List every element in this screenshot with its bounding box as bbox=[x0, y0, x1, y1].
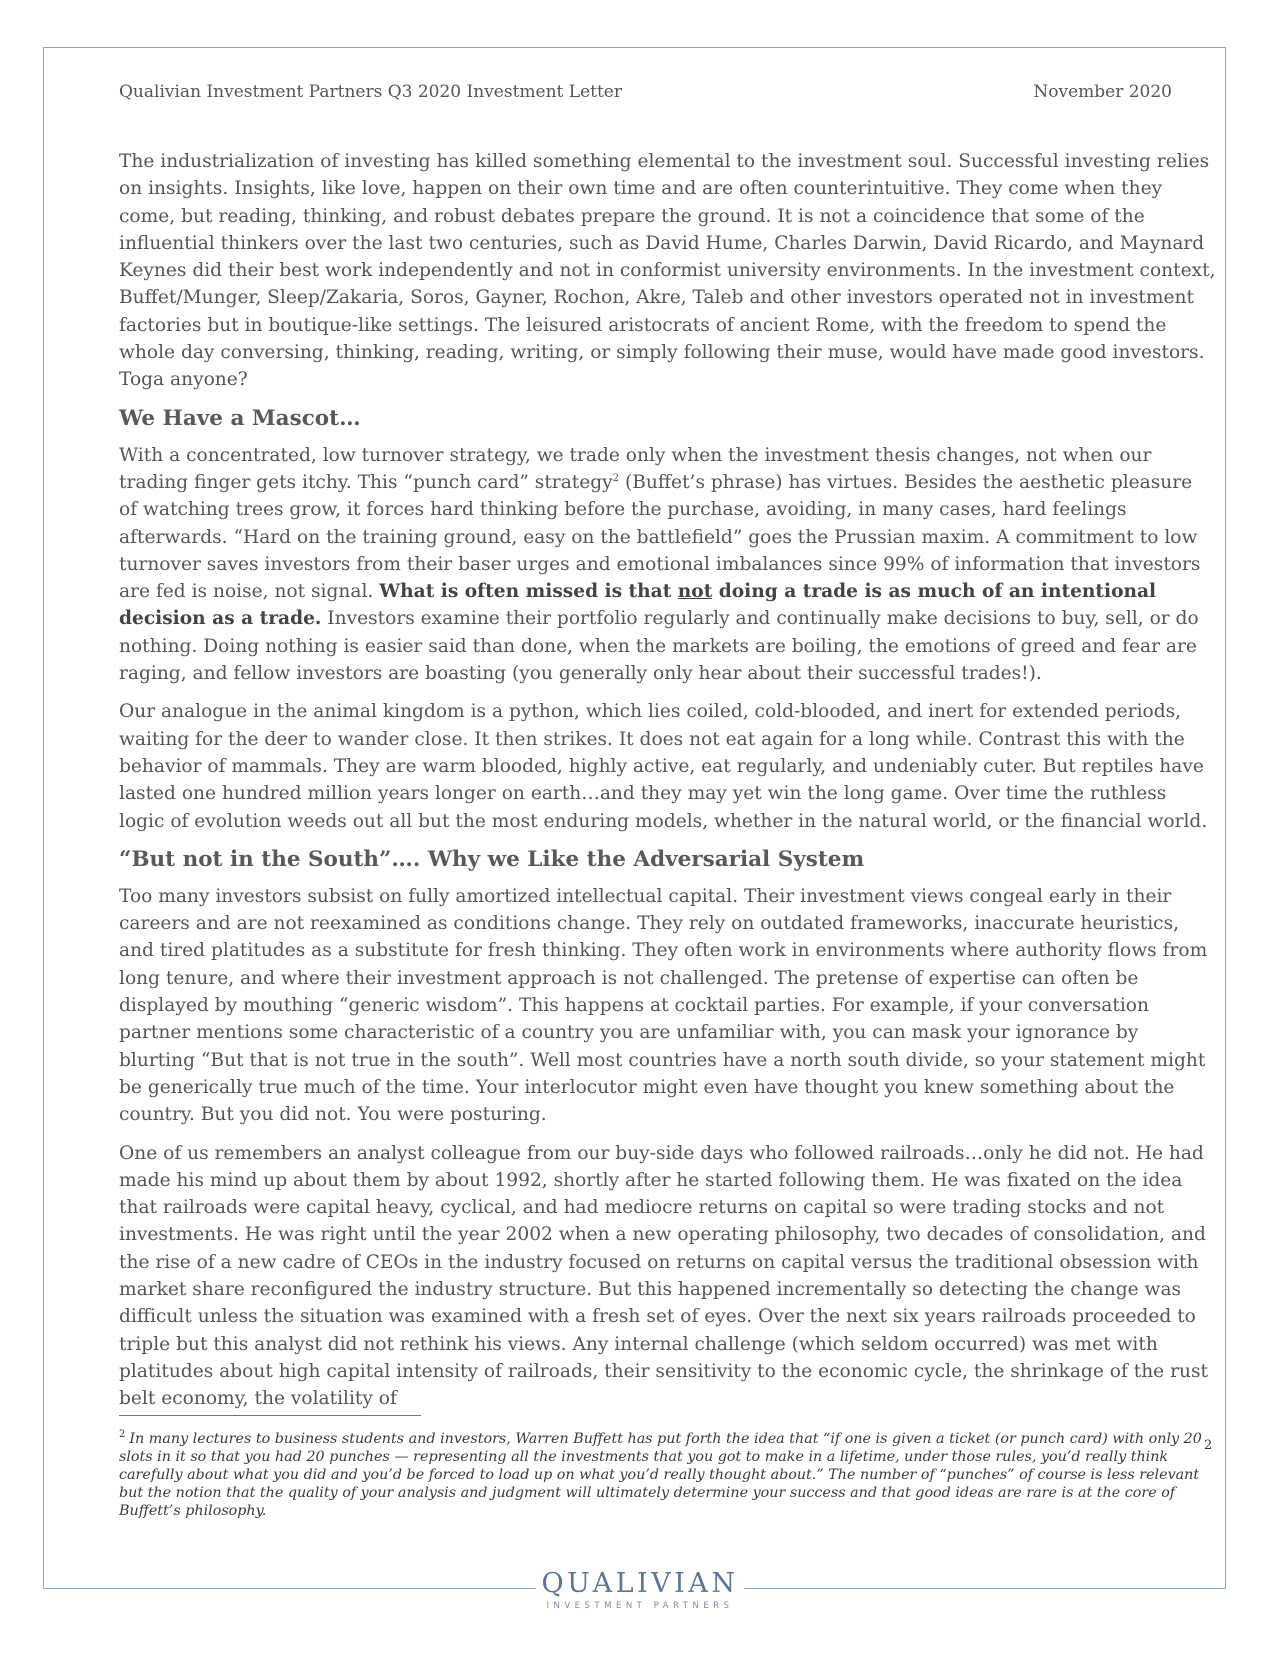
text-run: What is often missed is that bbox=[379, 581, 678, 603]
brand-row bbox=[0, 1568, 1280, 1599]
text-run: (Buffet’s phrase) has virtues. Besides the aesthetic pleasure of watching trees grow, it forces hard thinking before the purchase, avoiding, in many cases, hard feelings afterwards. “Hard on the training ground, easy on the battlefield” goes the Prussian maxim. A commitment to low turnover saves investors from their baser urges and emotional imbalances since 99% of information that investors are fed is noise, not signal. bbox=[119, 471, 1201, 603]
brand-name: QUALIVIAN bbox=[536, 1568, 745, 1599]
brand-logo bbox=[0, 1568, 1280, 1611]
header-title: Qualivian Investment Partners Q3 2020 Investment Letter bbox=[119, 82, 622, 102]
mascot-paragraph-1 bbox=[119, 442, 1216, 688]
footnote-separator bbox=[119, 1415, 421, 1416]
footnote-reference[interactable]: 2 bbox=[612, 472, 620, 484]
page-number: 2 bbox=[1204, 1438, 1213, 1453]
mascot-paragraph-2: Our analogue in the animal kingdom is a python, which lies coiled, cold-blooded, and inert for extended periods, waiting for the deer to wander close. It then strikes. It does not eat again for a long while. Contrast this with the behavior of mammals. They are warm blooded, highly active, eat regularly, and undeniably cuter. But reptiles have lasted one hundred million years longer on earth…and they may yet win the long game. Over time the ruthless logic of evolution weeds out all but the most enduring models, whether in the natural world, or the financial world. bbox=[119, 701, 1208, 832]
underlined-word: not bbox=[677, 581, 713, 603]
header-date: November 2020 bbox=[1033, 82, 1172, 102]
footnote-text: In many lectures to business students and investors, Warren Buffett has put forth the idea that “if one is given a ticket (or punch card) with only 20 slots in it so that you had 20 punches — representing all the investments that you got to make in a lifetime, under those rules, you’d really think carefully about what you did and you’d be forced to load up on what you’d really thought about.” The number of “punches” of course is less relevant but the notion that the quality of your analysis and judgment will ultimately determine your success and that good ideas are rare is at the core of Buffett’s philosophy. bbox=[119, 1431, 1202, 1519]
adversarial-paragraph-2: One of us remembers an analyst colleague from our buy-side days who followed railroads…only he did not. He had made his mind up about them by about 1992, shortly after he started following them. He was fixated on the idea that railroads were capital heavy, cyclical, and had mediocre returns on capital so were trading stocks and not investments. He was right until the year 2002 when a new operating philosophy, two decades of consolidation, and the rise of a new cadre of CEOs in the industry focused on returns on capital versus the traditional obsession with market share reconfigured the industry structure. But this happened incrementally so detecting the change was difficult unless the situation was examined with a fresh set of eyes. Over the next six years railroads proceeded to triple but this analyst did not rethink his views. Any internal challenge (which seldom occurred) was met with platitudes about high capital intensity of railroads, their sensitivity to the economic cycle, the shrinkage of the rust belt economy, the volatility of bbox=[119, 1142, 1208, 1410]
section-heading-adversarial: “But not in the South”…. Why we Like the Adversarial System bbox=[119, 846, 865, 872]
text-run: doing a trade is as much of an intentional decision as a trade. bbox=[119, 581, 1157, 630]
adversarial-paragraph-1: Too many investors subsist on fully amortized intellectual capital. Their investment views congeal early in their careers and are not reexamined as conditions change. They rely on outdated frameworks, inaccurate heuristics, and tired platitudes as a substitute for fresh thinking. They often work in environments where authority flows from long tenure, and where their investment approach is not challenged. The pretense of expertise can often be displayed by mouthing “generic wisdom”. This happens at cocktail parties. For example, if your conversation partner mentions some characteristic of a country you are unfamiliar with, you can mask your ignorance by blurting “But that is not true in the south”. Well most countries have a north south divide, so your statement might be generically true much of the time. Your interlocutor might even have thought you knew something about the country. But you did not. You were posturing. bbox=[119, 885, 1208, 1126]
footnote bbox=[119, 1430, 1209, 1520]
footnote-marker: 2 bbox=[119, 1429, 126, 1441]
text-run: With a concentrated, low turnover strategy, we trade only when the investment thesis changes, not when our trading finger gets itchy. This “punch card” strategy bbox=[119, 444, 1152, 493]
brand-tagline: INVESTMENT PARTNERS bbox=[546, 1601, 734, 1611]
section-heading-mascot: We Have a Mascot… bbox=[119, 405, 361, 431]
intro-paragraph: The industrialization of investing has killed something elemental to the investment soul. Successful investing relies on insights. Insights, like love, happen on their own time and are often counterintuitive. They come when they come, but reading, thinking, and robust debates prepare the ground. It is not a coincidence that some of the influential thinkers over the last two centuries, such as David Hume, Charles Darwin, David Ricardo, and Maynard Keynes did their best work independently and not in conformist university environments. In the investment context, Buffet/Munger, Sleep/Zakaria, Soros, Gayner, Rochon, Akre, Taleb and other investors operated not in investment factories but in boutique-like settings. The leisured aristocrats of ancient Rome, with the freedom to spend the whole day conversing, thinking, reading, writing, or simply following their muse, would have made good investors. Toga anyone? bbox=[119, 151, 1216, 391]
text-run: Investors examine their portfolio regularly and continually make decisions to buy, sell, or do nothing. Doing nothing is easier said than done, when the markets are boiling, the emotions of greed and fear are raging, and fellow investors are boasting (you generally only hear about their successful trades!). bbox=[119, 608, 1199, 685]
page-header bbox=[119, 82, 1172, 102]
letter-body bbox=[119, 148, 1216, 1423]
